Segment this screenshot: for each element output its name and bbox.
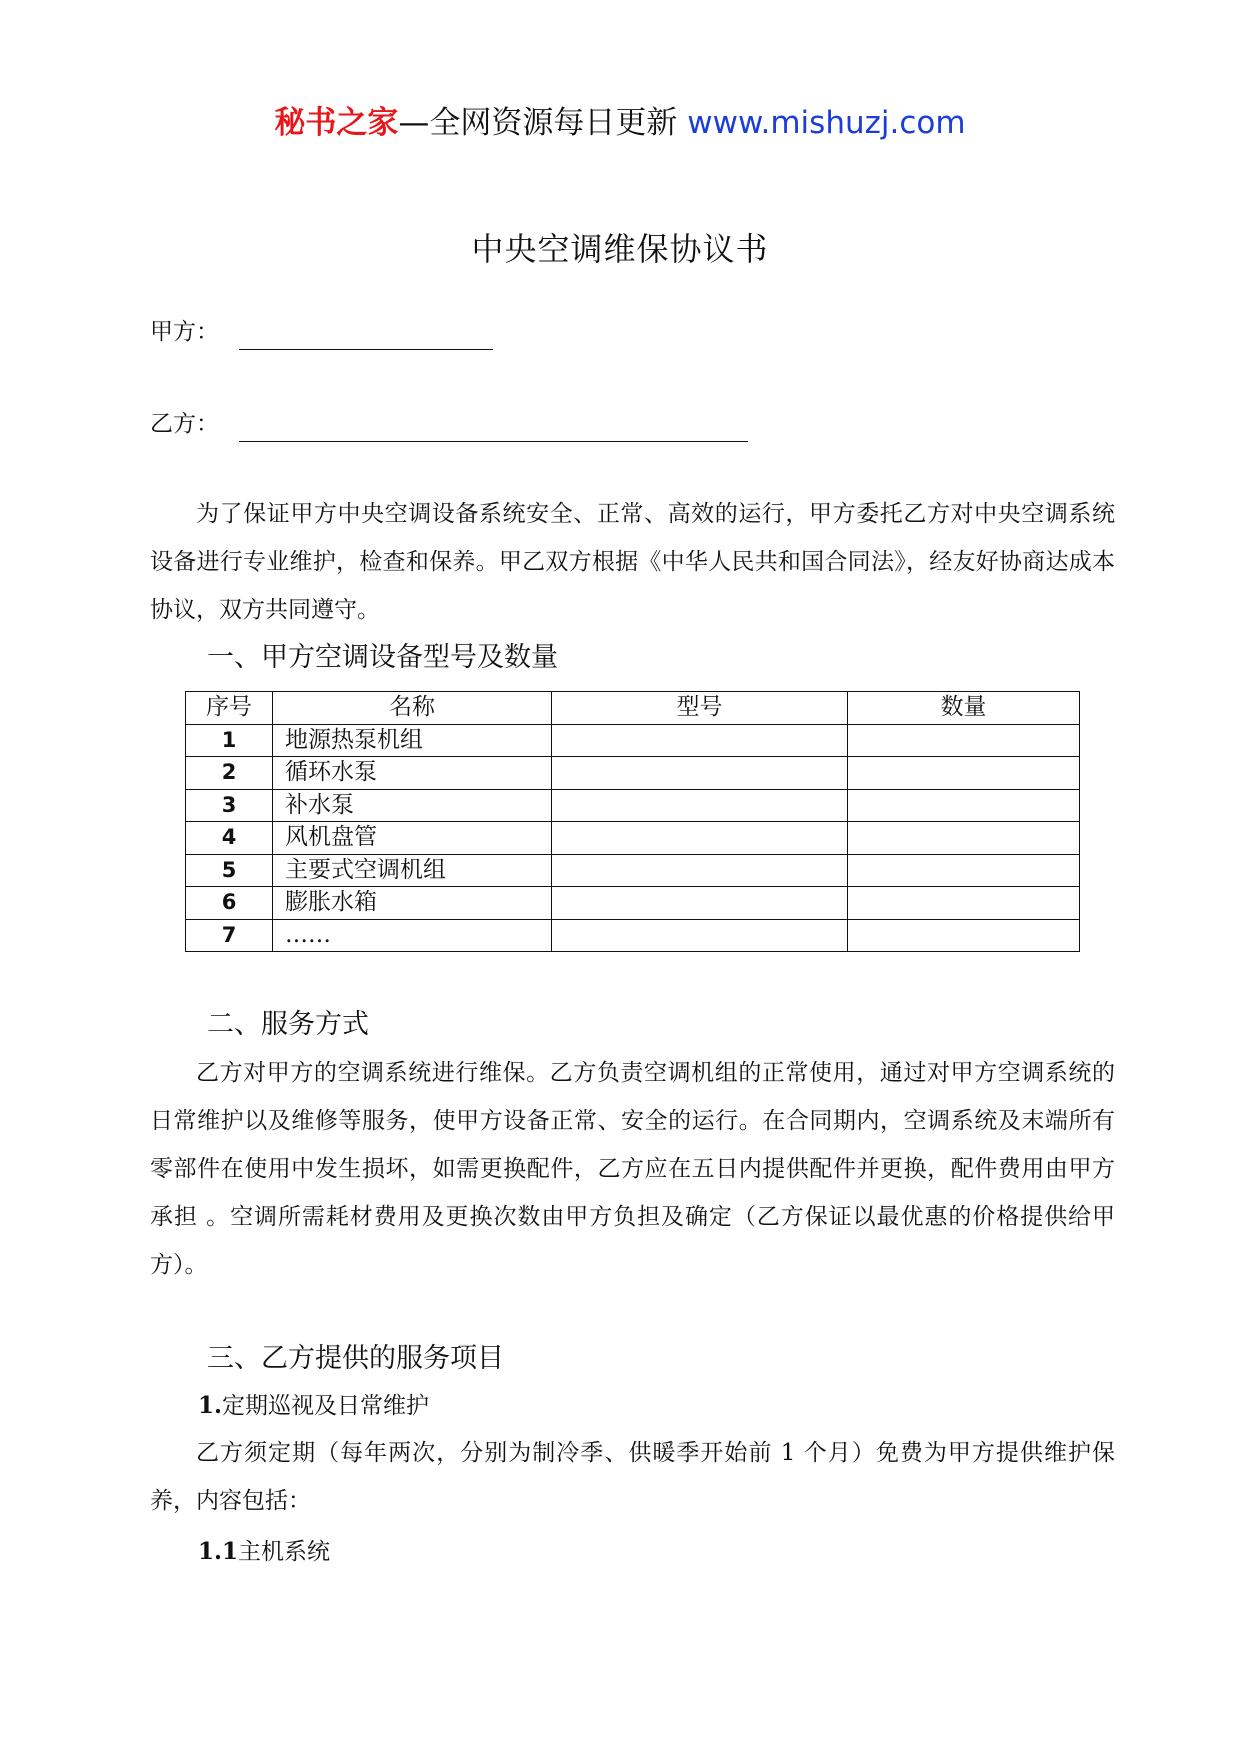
- item-1-paragraph: 乙方须定期（每年两次，分别为制冷季、供暖季开始前 1 个月）免费为甲方提供维护保养，内容包括：: [150, 1440, 1115, 1514]
- item-1-title: 定期巡视及日常维护: [222, 1393, 430, 1419]
- header-model: 型号: [552, 692, 848, 725]
- section-1-heading: 一、甲方空调设备型号及数量: [207, 642, 558, 673]
- row-model: [552, 822, 848, 855]
- equipment-table: [185, 691, 1080, 952]
- row-name: 膨胀水箱: [273, 887, 552, 920]
- row-no: 7: [186, 919, 273, 952]
- row-name: 主要式空调机组: [273, 854, 552, 887]
- table-row: [186, 789, 1080, 822]
- row-no: 3: [186, 789, 273, 822]
- row-model: [552, 757, 848, 790]
- row-qty: [848, 757, 1080, 790]
- row-qty: [848, 822, 1080, 855]
- party-a-label: 甲方：: [150, 319, 219, 345]
- section-2-paragraph: 乙方对甲方的空调系统进行维保。乙方负责空调机组的正常使用，通过对甲方空调系统的日常维护以及维修等服务，使甲方设备正常、安全的运行。在合同期内，空调系统及末端所有零部件在使用中发生损坏，如需更换配件，乙方应在五日内提供配件并更换，配件费用由甲方承担 。空调所需耗材费用及更换次数由甲方负担及确定（乙方保证以最优惠的价格提供给甲方）。: [150, 1060, 1115, 1278]
- row-qty: [848, 919, 1080, 952]
- site-banner: [0, 98, 1240, 148]
- party-b-label: 乙方：: [150, 411, 219, 437]
- table-row: [186, 724, 1080, 757]
- banner-brand: 秘书之家: [274, 105, 399, 141]
- banner-slogan: —全网资源每日更新: [398, 105, 678, 141]
- row-qty: [848, 724, 1080, 757]
- row-no: 4: [186, 822, 273, 855]
- item-1-1-title: 主机系统: [238, 1539, 331, 1565]
- item-1-heading: [198, 1386, 429, 1426]
- row-name: 风机盘管: [273, 822, 552, 855]
- row-no: 2: [186, 757, 273, 790]
- table-row: [186, 919, 1080, 952]
- banner-url-link[interactable]: www.mishuzj.com: [687, 105, 966, 141]
- row-no: 5: [186, 854, 273, 887]
- item-1-1-heading: [198, 1532, 330, 1572]
- row-no: 6: [186, 887, 273, 920]
- table-header-row: [186, 692, 1080, 725]
- row-name: 地源热泵机组: [273, 724, 552, 757]
- row-qty: [848, 854, 1080, 887]
- row-model: [552, 854, 848, 887]
- row-no: 1: [186, 724, 273, 757]
- party-b-blank-line: [239, 419, 748, 442]
- section-2-heading: 二、服务方式: [207, 1009, 369, 1040]
- intro-paragraph: 为了保证甲方中央空调设备系统安全、正常、高效的运行，甲方委托乙方对中央空调系统设备进行专业维护，检查和保养。甲乙双方根据《中华人民共和国合同法》，经友好协商达成本协议，双方共同遵守。: [150, 501, 1115, 623]
- section-3-heading: 三、乙方提供的服务项目: [207, 1343, 504, 1374]
- header-qty: 数量: [848, 692, 1080, 725]
- row-qty: [848, 887, 1080, 920]
- row-model: [552, 919, 848, 952]
- table-row: [186, 757, 1080, 790]
- row-name: ……: [273, 919, 552, 952]
- row-model: [552, 789, 848, 822]
- row-model: [552, 887, 848, 920]
- party-b-row: [150, 406, 748, 442]
- item-1-1-number: 1.1: [198, 1538, 239, 1565]
- row-name: 循环水泵: [273, 757, 552, 790]
- party-a-blank-line: [239, 327, 493, 350]
- row-qty: [848, 789, 1080, 822]
- table-row: [186, 854, 1080, 887]
- row-name: 补水泵: [273, 789, 552, 822]
- table-row: [186, 887, 1080, 920]
- header-no: 序号: [186, 692, 273, 725]
- table-row: [186, 822, 1080, 855]
- header-name: 名称: [273, 692, 552, 725]
- document-title: 中央空调维保协议书: [471, 230, 769, 268]
- party-a-row: [150, 314, 493, 350]
- item-1-number: 1.: [198, 1392, 223, 1419]
- row-model: [552, 724, 848, 757]
